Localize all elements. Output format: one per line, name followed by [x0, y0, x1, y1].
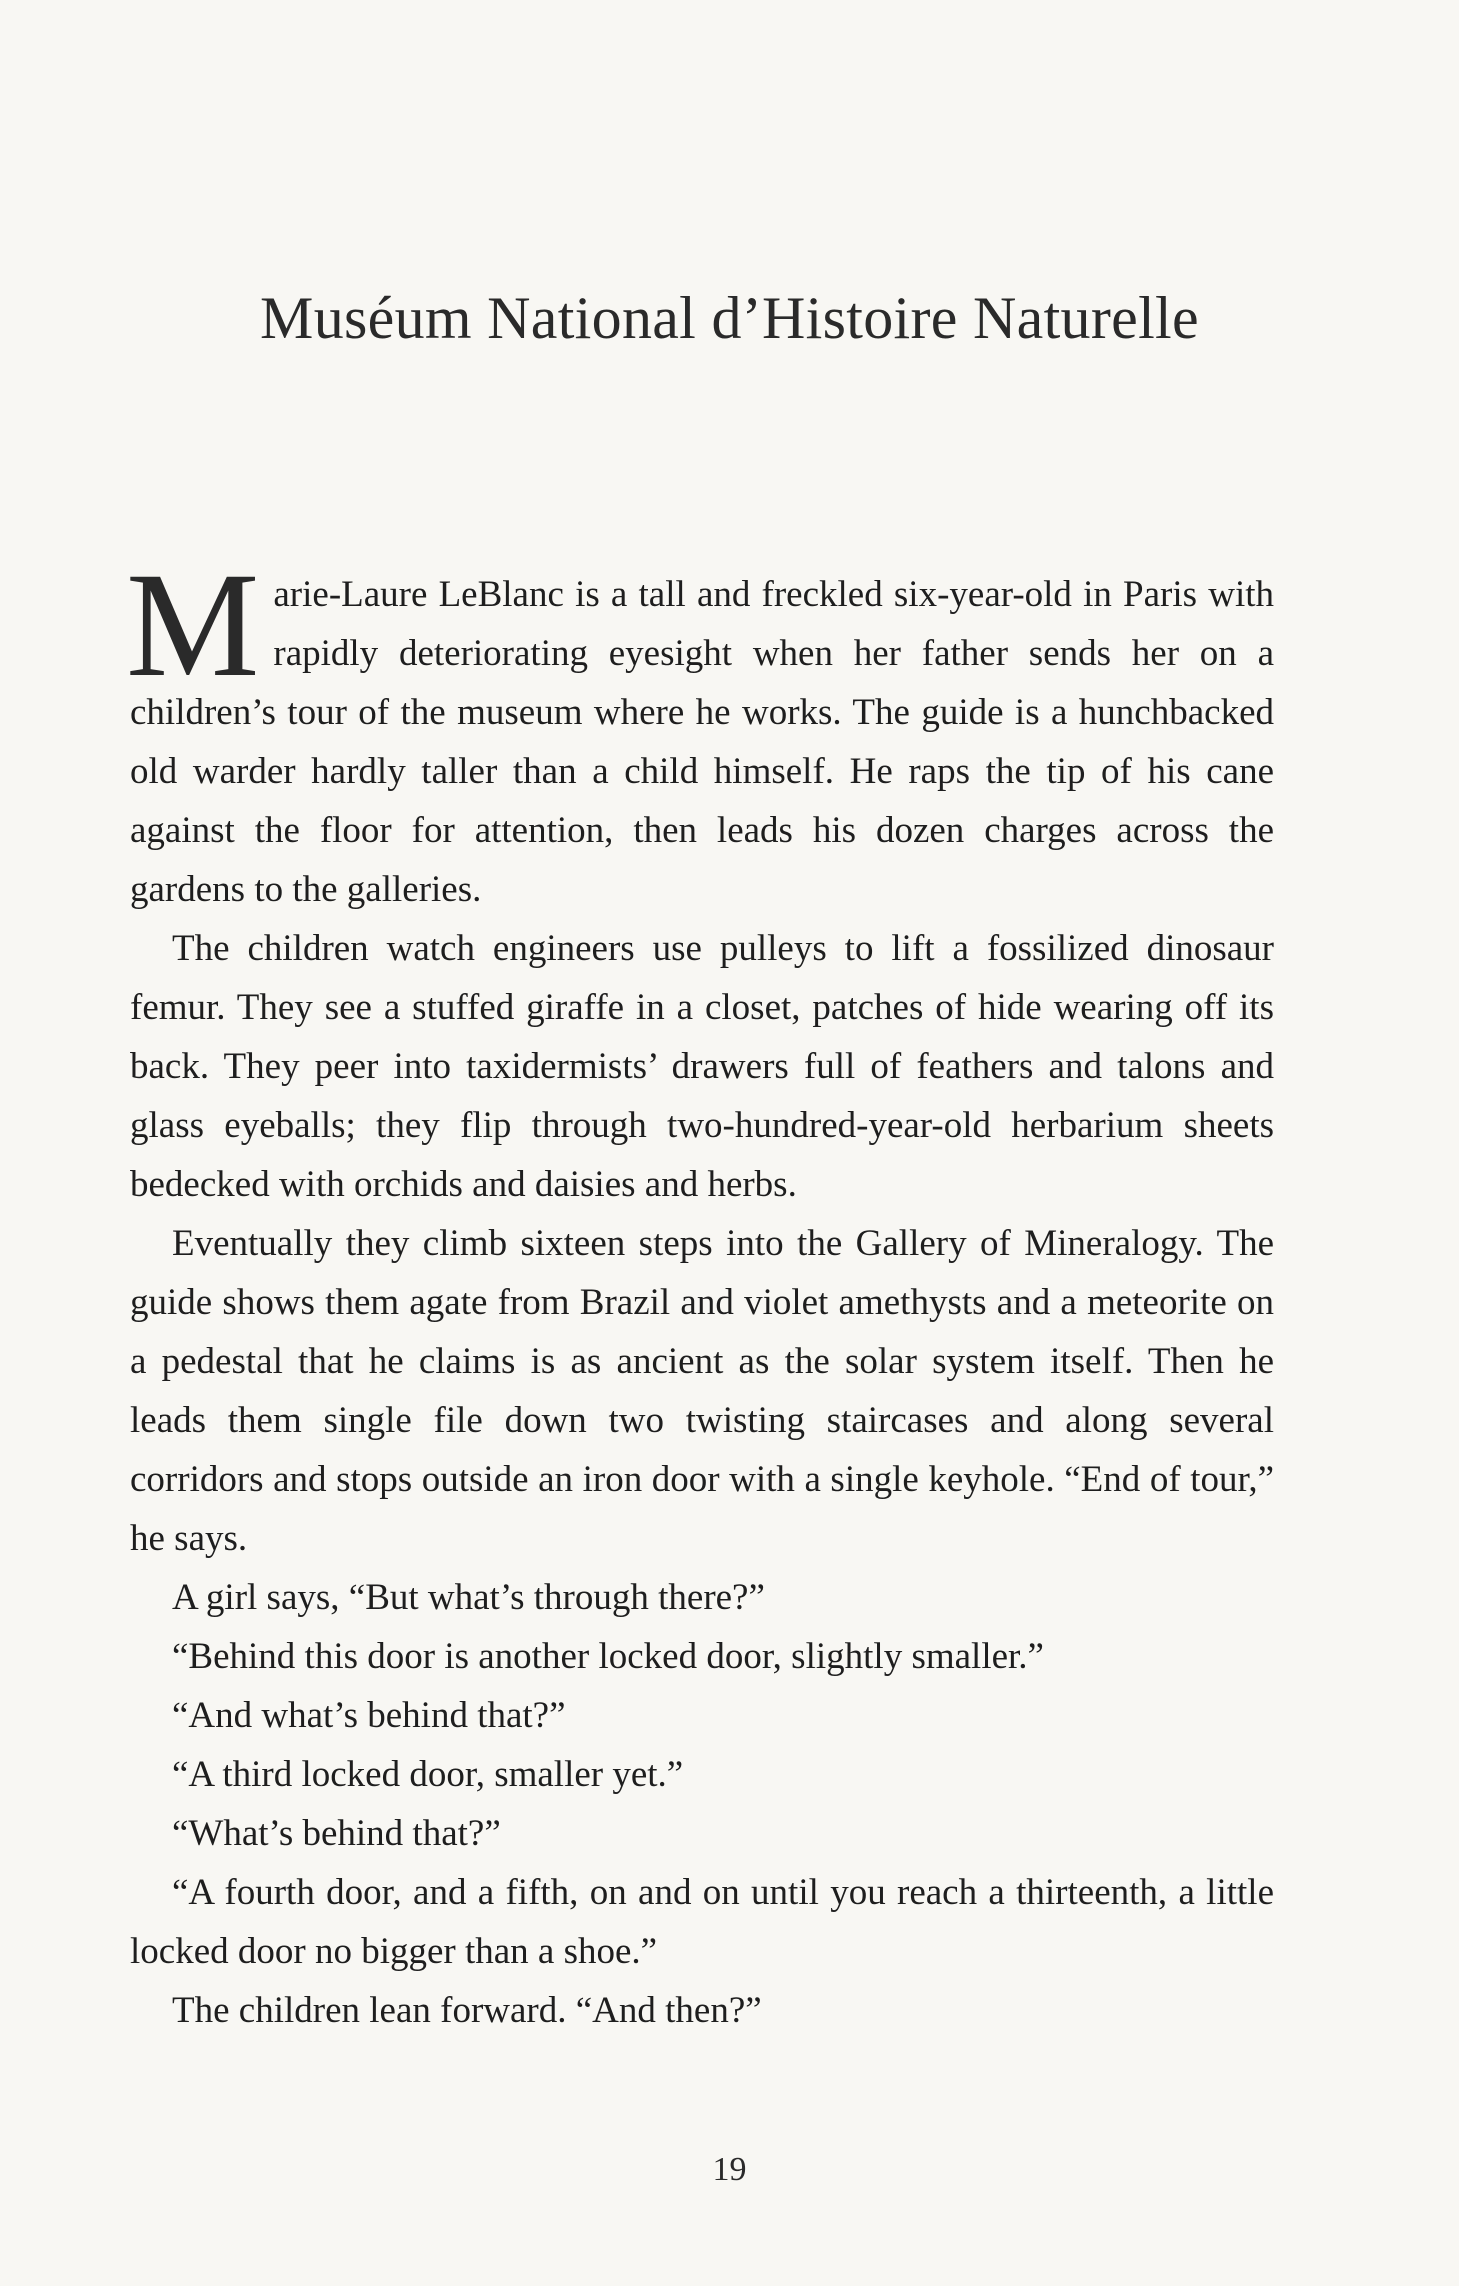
paragraph: “A third locked door, smaller yet.” [172, 1754, 684, 1795]
paragraph-text: arie-Laure LeBlanc is a tall and freckled six-year-old in Paris with rapidly deteriorating eyesight when her father sends her on a children’s tour of the museum where he works. The guide is a hunchbacked old warder hardly taller than a child himself. He raps the tip of his cane against the floor for attention, then leads his dozen charges across the gardens to the galleries. [130, 574, 1274, 910]
page-number: 19 [712, 2151, 747, 2188]
paragraph: “Behind this door is another locked door, slightly smaller.” [172, 1636, 1044, 1677]
paragraph: The children watch engineers use pulleys to lift a fossilized dinosaur femur. They see a stuffed giraffe in a closet, patches of hide wearing off its back. They peer into taxidermists’ drawers full of feathers and talons and glass eyeballs; they flip through two-hundred-year-old herbarium sheets bedecked with orchids and daisies and herbs. [130, 928, 1274, 1205]
paragraph: Eventually they climb sixteen steps into the Gallery of Mineralogy. The guide shows them agate from Brazil and violet amethysts and a meteorite on a pedestal that he claims is as ancient as the solar system itself. Then he leads them single file down two twisting staircases and along several corridors and stops outside an iron door with a single keyhole. “End of tour,” he says. [130, 1223, 1274, 1559]
paragraph-opening [126, 542, 1274, 919]
paragraph: “And what’s behind that?” [172, 1695, 566, 1736]
paragraph: “A fourth door, and a fifth, on and on until you reach a thirteenth, a little locked door no bigger than a shoe.” [130, 1872, 1274, 1972]
paragraph: “What’s behind that?” [172, 1813, 501, 1854]
chapter-title: Muséum National d’Histoire Naturelle [260, 285, 1199, 351]
drop-cap: M [126, 542, 260, 708]
paragraph: The children lean forward. “And then?” [172, 1990, 762, 2031]
chapter-body [126, 542, 1274, 2040]
paragraph: A girl says, “But what’s through there?” [172, 1577, 765, 1618]
